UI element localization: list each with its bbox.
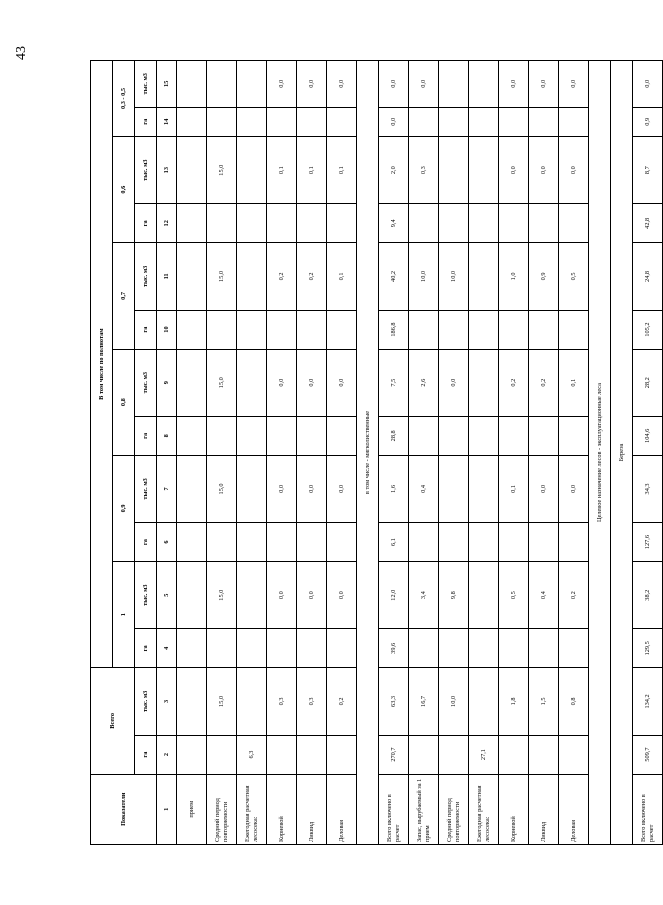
table-cell: [327, 416, 357, 455]
table-cell: 6,3: [237, 735, 267, 774]
table-cell: 0,1: [327, 243, 357, 310]
table-cell: 28,2: [633, 349, 663, 416]
row-label: прием: [177, 774, 207, 844]
table-cell: 0,8: [559, 668, 589, 735]
table-cell: [439, 61, 469, 108]
page-number: 43: [14, 46, 29, 60]
header-density-1: 1: [113, 562, 135, 668]
table-cell: 0,0: [559, 61, 589, 108]
table-row: [559, 61, 589, 845]
table-cell: 0,0: [529, 455, 559, 522]
table-cell: [469, 310, 499, 349]
table-cell: [207, 204, 237, 243]
table-cell: [297, 310, 327, 349]
table-cell: 3,4: [409, 562, 439, 629]
row-label: Запас, вырубаемый за 1 прием: [409, 774, 439, 844]
section-title: Береза: [611, 61, 633, 845]
table-cell: 0,2: [559, 562, 589, 629]
table-cell: 15,0: [207, 455, 237, 522]
table-cell: [327, 107, 357, 136]
table-cell: 9,4: [379, 204, 409, 243]
header-density-0-8: 0,8: [113, 349, 135, 455]
table-cell: [409, 107, 439, 136]
table-cell: [237, 668, 267, 735]
row-label: Всего включено в расчет: [633, 774, 663, 844]
table-cell: 0,0: [559, 137, 589, 204]
table-cell: [529, 735, 559, 774]
table-cell: [327, 629, 357, 668]
table-cell: 186,8: [379, 310, 409, 349]
table-cell: [469, 629, 499, 668]
table-cell: [439, 735, 469, 774]
table-cell: [207, 416, 237, 455]
row-label: Ликвид: [297, 774, 327, 844]
table-cell: 0,0: [559, 455, 589, 522]
table-cell: 0,1: [499, 455, 529, 522]
header-unit-volume: тыс. м3: [135, 243, 157, 310]
table-row: [207, 61, 237, 845]
table-cell: 38,2: [633, 562, 663, 629]
table-cell: 0,0: [267, 455, 297, 522]
table-cell: 0,5: [559, 243, 589, 310]
table-cell: [499, 416, 529, 455]
table-cell: 15,0: [207, 668, 237, 735]
section-row: [357, 61, 379, 845]
table-cell: [409, 735, 439, 774]
table-cell: [409, 416, 439, 455]
table-cell: 0,2: [327, 668, 357, 735]
table-row: [633, 61, 663, 845]
table-cell: 0,1: [297, 137, 327, 204]
row-label: Ликвид: [529, 774, 559, 844]
header-density-0-7: 0,7: [113, 243, 135, 349]
table-cell: [207, 61, 237, 108]
table-cell: [297, 416, 327, 455]
table-cell: 0,0: [499, 137, 529, 204]
table-cell: 0,0: [327, 61, 357, 108]
table-cell: [207, 523, 237, 562]
section-title: в том числе - мягколиственные: [357, 61, 379, 845]
table-cell: [267, 204, 297, 243]
table-cell: [267, 416, 297, 455]
table-cell: [529, 523, 559, 562]
table-cell: [267, 629, 297, 668]
table-cell: 0,2: [499, 349, 529, 416]
table-cell: 0,0: [633, 61, 663, 108]
table-cell: 12,0: [379, 562, 409, 629]
column-number: 4: [157, 629, 177, 668]
table-cell: [177, 204, 207, 243]
table-cell: [499, 523, 529, 562]
table-cell: [529, 629, 559, 668]
table-cell: 42,8: [633, 204, 663, 243]
table-cell: 0,2: [267, 243, 297, 310]
table-cell: 0,1: [559, 349, 589, 416]
table-cell: 0,0: [297, 455, 327, 522]
column-number: 12: [157, 204, 177, 243]
table-row: [177, 61, 207, 845]
header-unit-volume: тыс. м3: [135, 349, 157, 416]
table-cell: [177, 629, 207, 668]
table-cell: 129,5: [633, 629, 663, 668]
table-cell: 0,0: [267, 61, 297, 108]
table-cell: 0,9: [633, 107, 663, 136]
table-cell: 34,3: [633, 455, 663, 522]
table-cell: [207, 107, 237, 136]
table-row: [267, 61, 297, 845]
table-cell: 0,0: [267, 562, 297, 629]
table-cell: 10,0: [439, 243, 469, 310]
table-cell: [237, 310, 267, 349]
table-cell: 0,3: [267, 668, 297, 735]
table-cell: [529, 310, 559, 349]
header-total: Всего: [91, 668, 135, 774]
table-cell: 0,0: [379, 107, 409, 136]
table-cell: [237, 243, 267, 310]
table-cell: 0,0: [297, 349, 327, 416]
table-cell: 0,9: [529, 243, 559, 310]
table-cell: [409, 629, 439, 668]
table-row: [529, 61, 559, 845]
table-cell: 15,0: [207, 562, 237, 629]
row-label: Средний период повторяемости: [439, 774, 469, 844]
header-unit-ha: га: [135, 416, 157, 455]
column-number: 3: [157, 668, 177, 735]
table-cell: 6,1: [379, 523, 409, 562]
table-cell: [267, 523, 297, 562]
table-cell: [237, 562, 267, 629]
table-cell: [409, 204, 439, 243]
table-cell: 0,2: [297, 243, 327, 310]
table-cell: 63,3: [379, 668, 409, 735]
table-cell: [559, 735, 589, 774]
table-cell: [469, 349, 499, 416]
header-unit-volume: тыс. м3: [135, 668, 157, 735]
table-cell: [439, 629, 469, 668]
table-cell: 9,8: [439, 562, 469, 629]
column-number: 1: [157, 774, 177, 844]
column-number: 5: [157, 562, 177, 629]
table-cell: 127,6: [633, 523, 663, 562]
table-cell: [177, 137, 207, 204]
table-cell: 0,1: [327, 137, 357, 204]
table-cell: 40,2: [379, 243, 409, 310]
table-cell: [469, 416, 499, 455]
table-cell: 0,0: [327, 349, 357, 416]
table-cell: 104,6: [633, 416, 663, 455]
table-cell: 28,8: [379, 416, 409, 455]
table-cell: 27,1: [469, 735, 499, 774]
table-cell: [439, 523, 469, 562]
table-cell: [177, 455, 207, 522]
table-cell: [237, 629, 267, 668]
header-unit-ha: га: [135, 310, 157, 349]
table-cell: [207, 310, 237, 349]
table-cell: [409, 310, 439, 349]
table-cell: 39,6: [379, 629, 409, 668]
header-unit-volume: тыс. м3: [135, 455, 157, 522]
table-row: [439, 61, 469, 845]
table-cell: [439, 310, 469, 349]
table-cell: [469, 455, 499, 522]
table-cell: 24,8: [633, 243, 663, 310]
table-cell: 0,2: [529, 349, 559, 416]
row-label: Ежегодная расчетная лесосека:: [237, 774, 267, 844]
column-number: 14: [157, 107, 177, 136]
header-unit-ha: га: [135, 204, 157, 243]
table-row: [327, 61, 357, 845]
table-cell: [177, 523, 207, 562]
header-including-by-density: В том числе по полнотам: [91, 61, 113, 668]
header-unit-ha: га: [135, 523, 157, 562]
table-row: [237, 61, 267, 845]
table-cell: 0,0: [439, 349, 469, 416]
table-cell: [177, 668, 207, 735]
table-cell: 15,0: [207, 137, 237, 204]
table-cell: [409, 523, 439, 562]
table-cell: [297, 204, 327, 243]
table-cell: [559, 107, 589, 136]
table-cell: 0,0: [379, 61, 409, 108]
table-cell: [439, 107, 469, 136]
row-label: Корневой: [499, 774, 529, 844]
header-density-0-9: 0,9: [113, 455, 135, 561]
table-cell: [207, 629, 237, 668]
table-cell: [177, 416, 207, 455]
table-cell: [529, 416, 559, 455]
table-cell: 0,3: [297, 668, 327, 735]
table-cell: 0,0: [529, 137, 559, 204]
table-row: [297, 61, 327, 845]
table-cell: [237, 61, 267, 108]
table-cell: [439, 137, 469, 204]
table-cell: 1,5: [529, 668, 559, 735]
table-row: [499, 61, 529, 845]
table-cell: [559, 416, 589, 455]
row-label: Деловая: [559, 774, 589, 844]
table-cell: [237, 416, 267, 455]
table-cell: 15,0: [207, 243, 237, 310]
table-cell: [237, 204, 267, 243]
table-cell: 15,0: [207, 349, 237, 416]
table-cell: [499, 310, 529, 349]
table-cell: 8,7: [633, 137, 663, 204]
table-cell: [237, 107, 267, 136]
table-cell: 0,3: [409, 137, 439, 204]
table-cell: 0,0: [327, 562, 357, 629]
table-cell: [499, 629, 529, 668]
header-unit-ha: га: [135, 107, 157, 136]
table-cell: [177, 107, 207, 136]
table-cell: 0,0: [499, 61, 529, 108]
table-cell: [177, 61, 207, 108]
table-cell: [469, 562, 499, 629]
table-cell: [469, 668, 499, 735]
table-cell: 7,5: [379, 349, 409, 416]
table-cell: 0,4: [529, 562, 559, 629]
row-label: Деловая: [327, 774, 357, 844]
table-cell: 509,7: [633, 735, 663, 774]
header-density-0-6: 0,6: [113, 137, 135, 243]
table-cell: [469, 204, 499, 243]
row-label: Ежегодная расчетная лесосека:: [469, 774, 499, 844]
table-cell: [529, 204, 559, 243]
column-number: 6: [157, 523, 177, 562]
header-indicators: Показатели: [91, 774, 157, 844]
header-unit-ha: га: [135, 629, 157, 668]
table-cell: [237, 523, 267, 562]
table-cell: 2,6: [409, 349, 439, 416]
table-row: [409, 61, 439, 845]
table-cell: [439, 204, 469, 243]
table-cell: [559, 629, 589, 668]
header-unit-volume: тыс. м3: [135, 137, 157, 204]
table-cell: [177, 735, 207, 774]
table-cell: [207, 735, 237, 774]
table-cell: 2,0: [379, 137, 409, 204]
table-cell: [469, 137, 499, 204]
table-cell: [327, 735, 357, 774]
table-cell: [327, 310, 357, 349]
row-label: Средний период повторяемости: [207, 774, 237, 844]
table-cell: [469, 523, 499, 562]
table-cell: [267, 735, 297, 774]
table-cell: [177, 562, 207, 629]
table-cell: [499, 735, 529, 774]
table-cell: 0,1: [267, 137, 297, 204]
table-cell: [529, 107, 559, 136]
table-cell: 105,2: [633, 310, 663, 349]
column-number: 9: [157, 349, 177, 416]
table-cell: [267, 310, 297, 349]
table-cell: [297, 523, 327, 562]
section-title: Целевое назначение лесов - эксплуатационные леса: [589, 61, 611, 845]
table-row: [379, 61, 409, 845]
table-cell: [297, 735, 327, 774]
table-cell: [559, 310, 589, 349]
table-cell: 1,0: [499, 243, 529, 310]
section-row: [589, 61, 611, 845]
table-cell: 0,4: [409, 455, 439, 522]
table-cell: 0,0: [297, 61, 327, 108]
table-cell: [499, 107, 529, 136]
table-cell: [237, 455, 267, 522]
table-cell: [237, 137, 267, 204]
table-cell: 1,6: [379, 455, 409, 522]
table-cell: 10,0: [439, 668, 469, 735]
table-cell: [327, 204, 357, 243]
row-label: Всего включено в расчет: [379, 774, 409, 844]
table-cell: [177, 349, 207, 416]
table-cell: 0,0: [327, 455, 357, 522]
table-cell: [177, 310, 207, 349]
header-unit-volume: тыс. м3: [135, 562, 157, 629]
column-number: 11: [157, 243, 177, 310]
table-cell: [327, 523, 357, 562]
column-number: 8: [157, 416, 177, 455]
column-number: 10: [157, 310, 177, 349]
table-cell: [439, 455, 469, 522]
table-cell: 0,0: [297, 562, 327, 629]
table-cell: [439, 416, 469, 455]
table-cell: [469, 107, 499, 136]
table-cell: [177, 243, 207, 310]
allowable-cut-table: [90, 60, 663, 845]
table-cell: 134,2: [633, 668, 663, 735]
column-number: 7: [157, 455, 177, 522]
column-number: 13: [157, 137, 177, 204]
table-row: [469, 61, 499, 845]
row-label: Корневой: [267, 774, 297, 844]
table-cell: 0,0: [409, 61, 439, 108]
table-cell: [297, 107, 327, 136]
table-cell: [559, 204, 589, 243]
rotated-table-container: [90, 60, 655, 845]
column-number: 15: [157, 61, 177, 108]
section-row: [611, 61, 633, 845]
table-cell: 0,0: [267, 349, 297, 416]
table-cell: 10,0: [409, 243, 439, 310]
table-cell: [499, 204, 529, 243]
table-cell: [267, 107, 297, 136]
header-unit-ha: га: [135, 735, 157, 774]
header-density-0-3-0-5: 0,3 - 0,5: [113, 61, 135, 137]
table-cell: [559, 523, 589, 562]
table-cell: [237, 349, 267, 416]
table-cell: 270,7: [379, 735, 409, 774]
table-cell: [469, 243, 499, 310]
table-cell: 16,7: [409, 668, 439, 735]
table-cell: 0,5: [499, 562, 529, 629]
table-cell: [297, 629, 327, 668]
table-cell: 0,0: [529, 61, 559, 108]
header-unit-volume: тыс. м3: [135, 61, 157, 108]
table-cell: [469, 61, 499, 108]
table-cell: 1,8: [499, 668, 529, 735]
column-number: 2: [157, 735, 177, 774]
